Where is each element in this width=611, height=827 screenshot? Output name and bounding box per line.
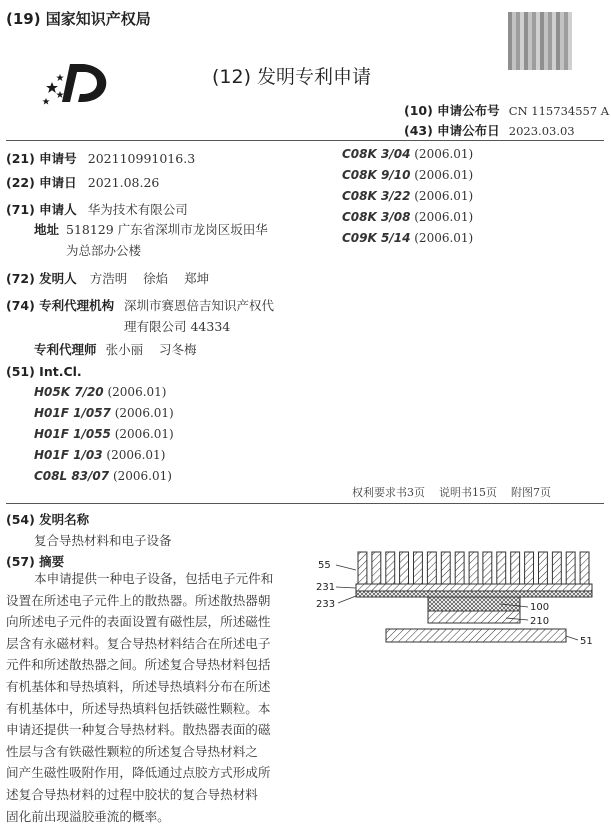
intcl-item: H01F 1/03 (2006.01) xyxy=(34,448,166,462)
heatsink-fin xyxy=(358,552,367,584)
heatsink-fin xyxy=(511,552,520,584)
label-233: 233 xyxy=(316,599,336,610)
abstract-line: 元件和所述散热器之间。所述复合导热材料包括 xyxy=(6,657,271,673)
abstract-line: 固化前出现溢胶垂流的概率。 xyxy=(6,808,170,824)
right-classification-list xyxy=(342,147,473,252)
abstract-line: 性层与含有铁磁性颗粒的所述复合导热材料之 xyxy=(6,743,258,759)
publication-date: (43) 申请公布日 2023.03.03 xyxy=(404,123,575,138)
abstract-label: (57) 摘要 xyxy=(6,554,65,569)
heatsink-fin xyxy=(525,552,534,584)
abstract-line: 申请还提供一种复合导热材料。散热器表面的磁 xyxy=(6,722,271,738)
heatsink-fin xyxy=(400,552,409,584)
address-line-2: 为总部办公楼 xyxy=(66,243,142,258)
heatsink-fin xyxy=(580,552,589,584)
applicant: (71) 申请人 华为技术有限公司 xyxy=(6,202,188,217)
abstract-line: 有机基体中，所述导热填料包括铁磁性颗粒。本 xyxy=(6,700,271,716)
heatsink-fin xyxy=(386,552,395,584)
label-51: 51 xyxy=(580,636,593,647)
heatsink-base-231 xyxy=(356,584,592,591)
heatsink-fins xyxy=(358,552,589,584)
classification-item: C09K 5/14 (2006.01) xyxy=(342,231,474,245)
divider-bottom xyxy=(6,503,604,504)
agency-line-1: 深圳市赛恩倍吉知识产权代 xyxy=(124,298,275,313)
invention-title: 复合导热材料和电子设备 xyxy=(34,533,172,548)
intcl-item: H01F 1/055 (2006.01) xyxy=(34,427,174,441)
intcl-item: C08L 83/07 (2006.01) xyxy=(34,469,172,483)
abstract-line: 有机基体和导热填料，所述导热填料分布在所述 xyxy=(6,678,271,694)
document-kind: (12) 发明专利申请 xyxy=(212,66,372,88)
pages-info: 权利要求书3页 说明书15页 附图7页 xyxy=(352,486,551,499)
abstract-line: 设置在所述电子元件上的散热器。所述散热器朝 xyxy=(6,592,271,608)
agency-label: (74) 专利代理机构 xyxy=(6,298,115,313)
composite-material-100 xyxy=(428,597,520,611)
invention-title-label: (54) 发明名称 xyxy=(6,512,90,527)
application-date: (22) 申请日 2021.08.26 xyxy=(6,175,160,190)
agency-line-2: 理有限公司 44334 xyxy=(124,319,231,334)
application-number: (21) 申请号 202110991016.3 xyxy=(6,151,196,166)
intcl-list xyxy=(34,385,174,490)
classification-item: C08K 3/04 (2006.01) xyxy=(342,147,474,161)
address-label: 地址 xyxy=(34,222,60,237)
abstract-line: 向所述电子元件的表面设置有磁性层，所述磁性 xyxy=(6,614,271,630)
heatsink-fin xyxy=(497,552,506,584)
heatsink-fin xyxy=(427,552,436,584)
abstract-line: 述复合导热材料的过程中胶状的复合导热材料 xyxy=(6,786,258,802)
heatsink-fin xyxy=(455,552,464,584)
heatsink-fin xyxy=(372,552,381,584)
abstract-line: 层含有永磁材料。复合导热材料结合在所述电子 xyxy=(6,635,271,651)
publication-number: (10) 申请公布号 CN 115734557 A xyxy=(404,103,610,118)
heatsink-fin xyxy=(441,552,450,584)
abstract-text xyxy=(6,568,294,827)
inventors: (72) 发明人 方浩明 徐焰 郑坤 xyxy=(6,271,210,286)
address-line-1: 518129 广东省深圳市龙岗区坂田华 xyxy=(66,222,268,237)
label-55: 55 xyxy=(318,560,331,571)
intcl-label: (51) Int.Cl. xyxy=(6,364,82,379)
blurred-qr-code xyxy=(508,12,572,70)
cnipa-logo-icon xyxy=(40,58,116,108)
label-100: 100 xyxy=(530,602,550,613)
divider-top xyxy=(6,140,604,141)
label-231: 231 xyxy=(316,582,336,593)
electronic-element-210 xyxy=(428,611,520,623)
classification-item: C08K 9/10 (2006.01) xyxy=(342,168,474,182)
classification-item: C08K 3/22 (2006.01) xyxy=(342,189,474,203)
heatsink-fin xyxy=(552,552,561,584)
abstract-line: 间产生磁性吸附作用，降低通过点胶方式形成所 xyxy=(6,765,271,781)
heatsink-fin xyxy=(483,552,492,584)
magnetic-layer-233 xyxy=(356,591,592,597)
classification-item: C08K 3/08 (2006.01) xyxy=(342,210,474,224)
circuit-board-51 xyxy=(386,629,566,642)
office-name: (19) 国家知识产权局 xyxy=(6,10,151,28)
representative-drawing xyxy=(316,540,606,660)
heatsink-fin xyxy=(539,552,548,584)
heatsink-fin xyxy=(469,552,478,584)
heatsink-fin xyxy=(414,552,423,584)
heatsink-fin xyxy=(566,552,575,584)
intcl-item: H01F 1/057 (2006.01) xyxy=(34,406,174,420)
patent-agent: 专利代理师 张小丽 习冬梅 xyxy=(34,342,197,357)
label-210: 210 xyxy=(530,616,550,627)
abstract-line: 本申请提供一种电子设备，包括电子元件和 xyxy=(34,571,274,586)
intcl-item: H05K 7/20 (2006.01) xyxy=(34,385,167,399)
